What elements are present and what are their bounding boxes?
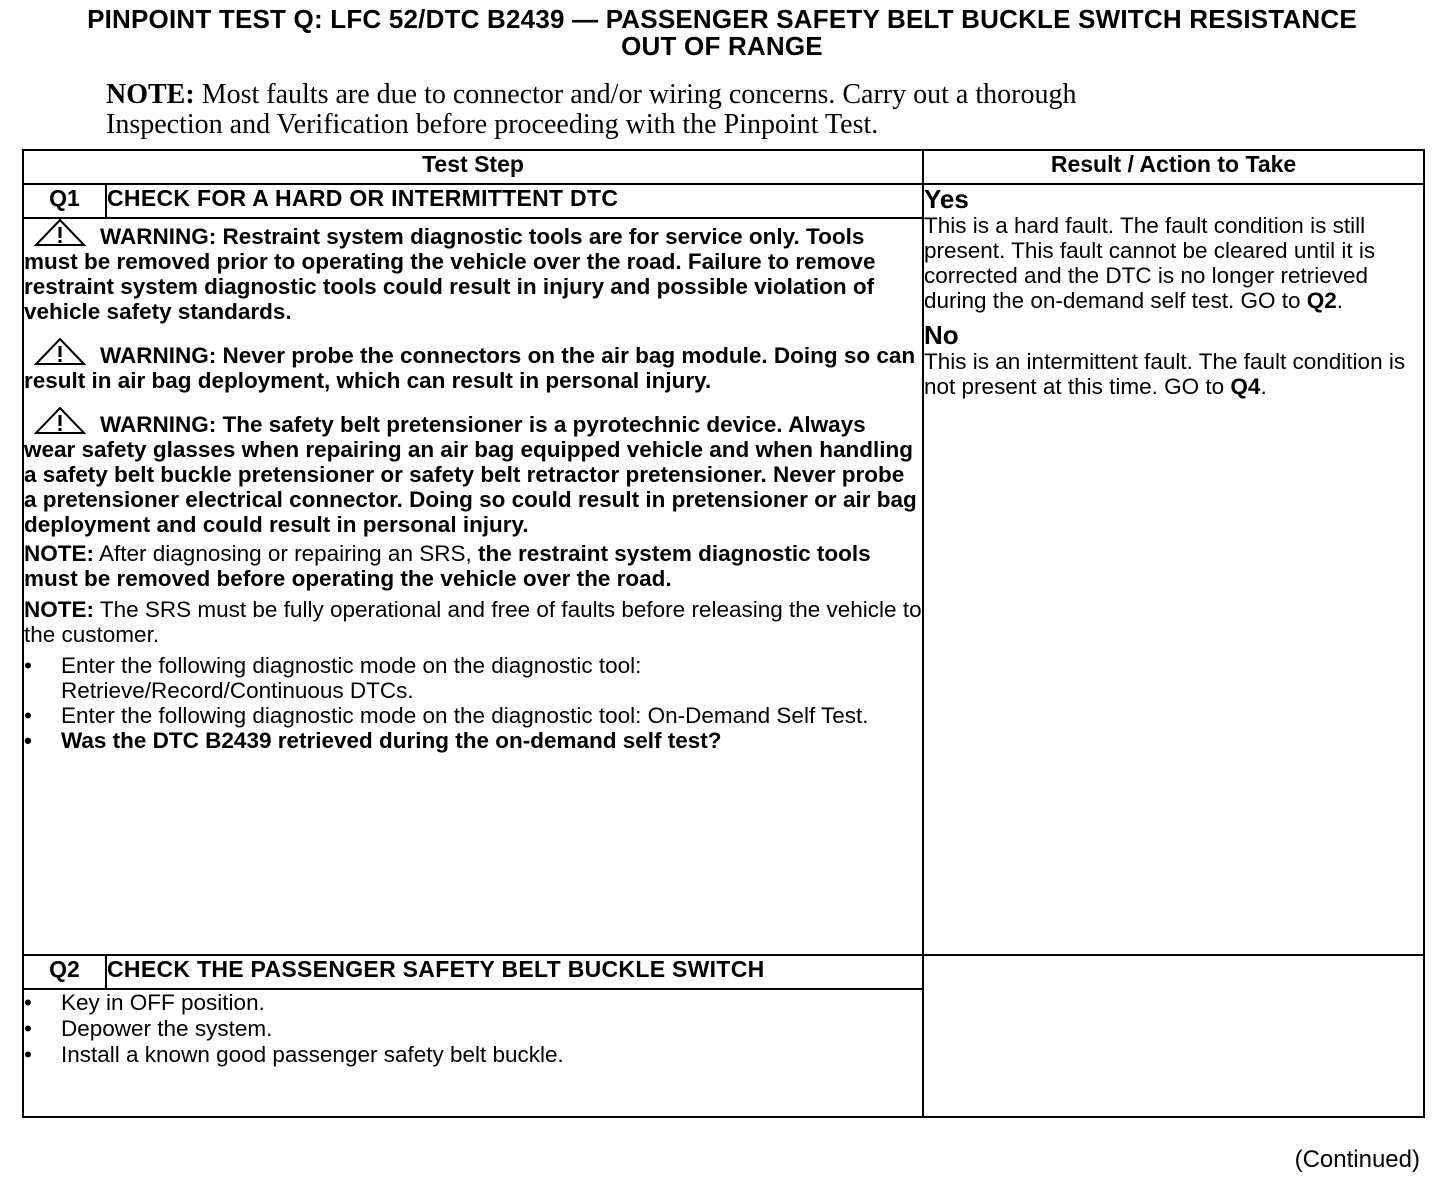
note-1-plain: After diagnosing or repairing an SRS, — [99, 541, 472, 566]
warning-triangle-icon — [34, 219, 86, 247]
step-q2-number: Q2 — [23, 955, 106, 989]
result-yes-text: This is a hard fault. The fault condition is still present. This fault cannot be cleared until it is corrected and the DTC is no longer retrieved during the on-demand self test. GO to Q2. — [924, 213, 1376, 313]
pinpoint-test-table — [22, 149, 1425, 1118]
intro-note — [106, 80, 1306, 140]
title-line-1: PINPOINT TEST Q: LFC 52/DTC B2439 — PASSENGER SAFETY BELT BUCKLE SWITCH RESISTANCE — [87, 4, 1357, 34]
step-q2-title-row — [23, 955, 1424, 989]
header-result: Result / Action to Take — [923, 150, 1424, 184]
step-q1-title-row — [23, 184, 1424, 218]
list-item: • Enter the following diagnostic mode on the diagnostic tool: On-Demand Self Test. — [24, 703, 922, 728]
warning-1-text: WARNING: Restraint system diagnostic tools are for service only. Tools must be removed prior to operating the vehicle over the road. Failure to remove restraint system diagnostic tools could result in injury and possible violation of vehicle safety standards. — [24, 224, 876, 324]
step-q2-body — [23, 989, 923, 1117]
header-test-step: Test Step — [23, 150, 923, 184]
result-no-goto: Q4 — [1230, 374, 1261, 399]
warning-1 — [24, 219, 922, 324]
warning-3-text: WARNING: The safety belt pretensioner is a pyrotechnic device. Always wear safety glasses when repairing an air bag equipped vehicle and when handling a safety belt buckle pretensioner or safety belt retractor pretensioner. Never probe a pretensioner electrical connector. Doing so could result in pretensioner or air bag deployment and could result in personal injury. — [24, 412, 917, 537]
title-line-2: OUT OF RANGE — [621, 31, 823, 61]
step-q1-body — [23, 218, 923, 955]
step-q1-actions — [24, 653, 922, 753]
step-q1-result — [923, 184, 1424, 955]
note-2-label: NOTE: — [24, 597, 94, 622]
result-yes-body: This is a hard fault. The fault condition is still present. This fault cannot be cleared until it is corrected and the DTC is no longer retrieved during the on-demand self test. GO to — [924, 213, 1376, 313]
warning-3 — [24, 407, 922, 537]
result-no-text: This is an intermittent fault. The fault condition is not present at this time. GO to Q4. — [924, 349, 1406, 399]
step-q1-title: CHECK FOR A HARD OR INTERMITTENT DTC — [106, 184, 923, 218]
note-2-text: The SRS must be fully operational and free of faults before releasing the vehicle to the customer. — [24, 597, 922, 647]
warning-2-text: WARNING: Never probe the connectors on the air bag module. Doing so can result in air bag deployment, which can result in personal injury. — [24, 343, 916, 393]
result-no-label: No — [924, 320, 959, 350]
list-item: • Install a known good passenger safety belt buckle. — [24, 1042, 922, 1068]
intro-note-line-2: Inspection and Verification before proceeding with the Pinpoint Test. — [106, 109, 879, 140]
list-item: • Depower the system. — [24, 1016, 922, 1042]
intro-note-line-1 — [106, 80, 1306, 110]
warning-triangle-icon — [34, 407, 86, 435]
result-yes-label: Yes — [924, 184, 969, 214]
list-item-question: • Was the DTC B2439 retrieved during the on-demand self test? — [24, 728, 922, 753]
intro-note-text-1: Most faults are due to connector and/or wiring concerns. Carry out a thorough — [201, 79, 1077, 110]
continued-label: (Continued) — [1294, 1146, 1420, 1173]
step-q2-result — [923, 955, 1424, 1117]
warning-2 — [24, 338, 922, 393]
page-title — [0, 6, 1444, 60]
note-2 — [24, 597, 922, 647]
result-no-body: This is an intermittent fault. The fault condition is not present at this time. GO to — [924, 349, 1406, 399]
note-1 — [24, 541, 922, 591]
step-q1-number: Q1 — [23, 184, 106, 218]
intro-note-label: NOTE: — [106, 79, 195, 110]
step-q2-actions — [24, 990, 922, 1068]
list-item: • Key in OFF position. — [24, 990, 922, 1016]
list-item: • Enter the following diagnostic mode on the diagnostic tool: Retrieve/Record/Continuous DTCs. — [24, 653, 922, 703]
note-1-bold: the restraint system diagnostic tools must be removed before operating the vehicle over the road. — [24, 541, 871, 591]
step-q2-title: CHECK THE PASSENGER SAFETY BELT BUCKLE SWITCH — [106, 955, 923, 989]
table-header-row — [23, 150, 1424, 184]
note-1-label: NOTE: — [24, 541, 94, 566]
warning-triangle-icon — [34, 338, 86, 366]
result-yes-goto: Q2 — [1306, 288, 1337, 313]
